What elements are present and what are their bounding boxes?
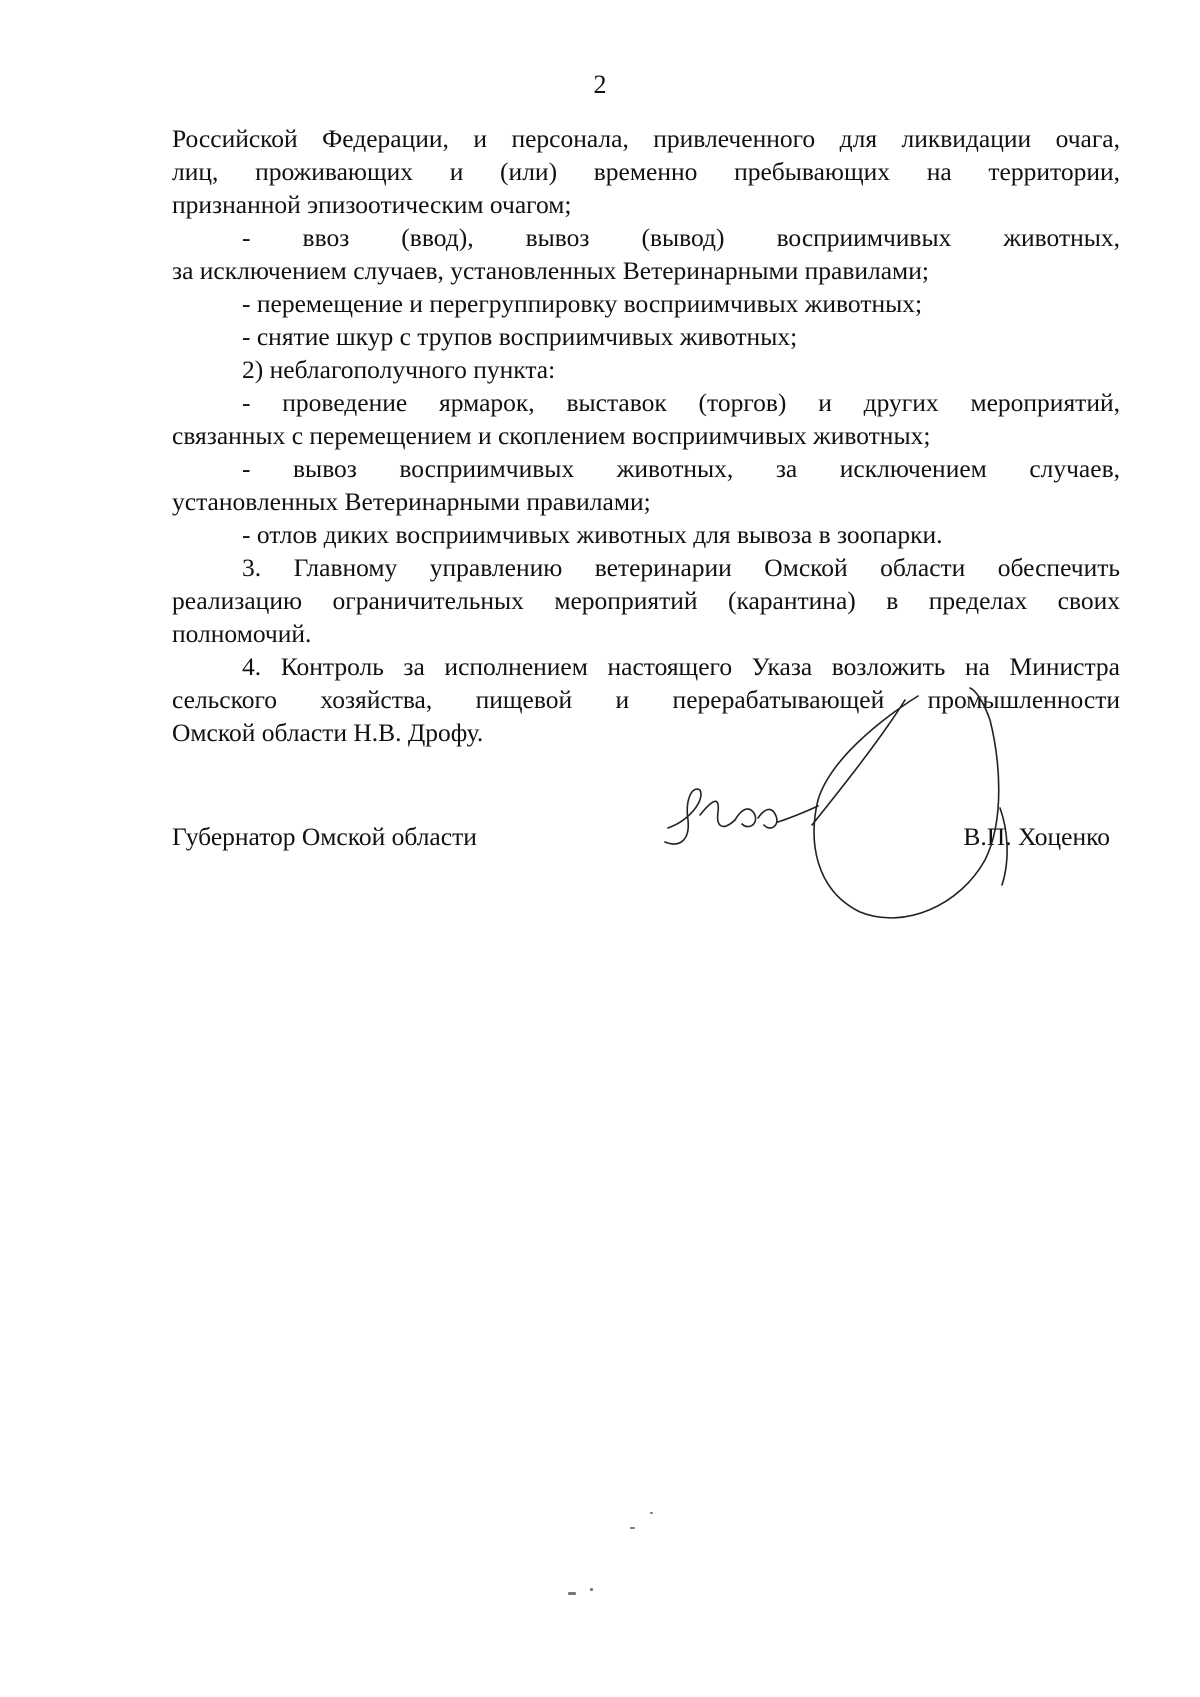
body-line: - отлов диких восприимчивых животных для вывоза в зоопарки.: [242, 520, 943, 549]
body-line: - вывоз восприимчивых животных, за исключением случаев,: [242, 454, 1120, 483]
signature-block: [172, 820, 1120, 940]
body-line: Российской Федерации, и персонала, привлеченного для ликвидации очага,: [172, 124, 1120, 153]
body-line: связанных с перемещением и скоплением восприимчивых животных;: [172, 421, 931, 450]
body-line: - ввоз (ввод), вывоз (вывод) восприимчивых животных,: [242, 223, 1120, 252]
body-line: установленных Ветеринарными правилами;: [172, 487, 651, 516]
body-line: полномочий.: [172, 619, 312, 648]
body-line: 2) неблагополучного пункта:: [242, 355, 556, 384]
body-line: лиц, проживающих и (или) временно пребывающих на территории,: [172, 157, 1120, 186]
page-number: 2: [593, 70, 607, 99]
scan-speck: [650, 1512, 653, 1514]
body-line: за исключением случаев, установленных Ветеринарными правилами;: [172, 256, 929, 285]
body-line: 3. Главному управлению ветеринарии Омской области обеспечить: [242, 553, 1120, 582]
body-line: 4. Контроль за исполнением настоящего Указа возложить на Министра: [242, 652, 1120, 681]
body-line: сельского хозяйства, пищевой и перерабатывающей промышленности: [172, 685, 1120, 714]
document-body: [172, 122, 1120, 749]
body-line: признанной эпизоотическим очагом;: [172, 190, 572, 219]
body-line: Омской области Н.В. Дрофу.: [172, 718, 484, 747]
scan-speck: [630, 1527, 635, 1529]
scan-speck: [590, 1588, 593, 1591]
body-line: - перемещение и перегруппировку восприимчивых животных;: [242, 289, 923, 318]
signatory-name: В.П. Хоценко: [963, 822, 1110, 851]
body-line: - снятие шкур с трупов восприимчивых животных;: [242, 322, 798, 351]
body-line: - проведение ярмарок, выставок (торгов) и других мероприятий,: [242, 388, 1120, 417]
scan-speck: [568, 1592, 576, 1595]
signatory-title: Губернатор Омской области: [172, 822, 477, 851]
body-line: реализацию ограничительных мероприятий (карантина) в пределах своих: [172, 586, 1120, 615]
